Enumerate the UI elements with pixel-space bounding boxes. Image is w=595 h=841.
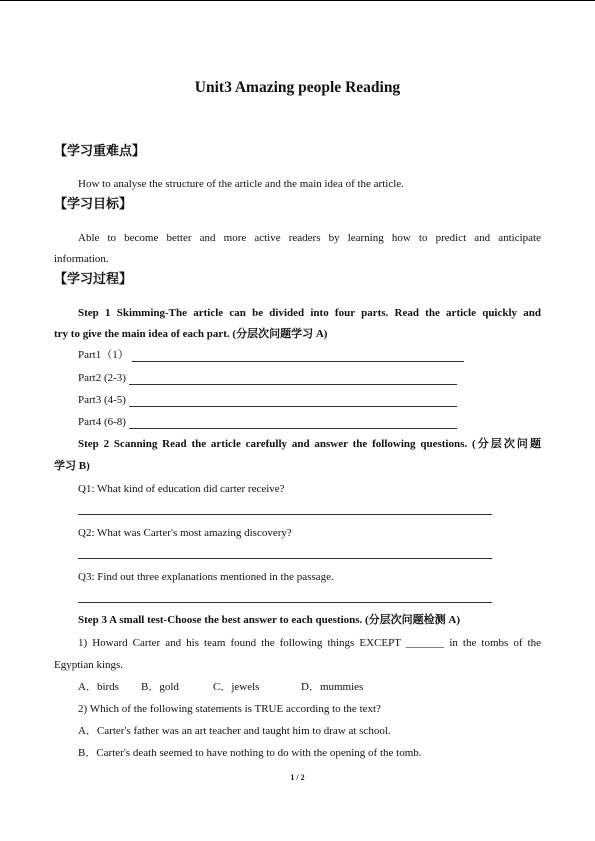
mc-question-2-option-a[interactable]: A．Carter's father was an art teacher and taught him to draw at school. — [78, 725, 391, 737]
part4-label: Part4 (6-8) — [78, 416, 126, 428]
mc-question-1-line2: Egyptian kings. — [54, 659, 124, 671]
part1-row — [78, 348, 464, 362]
document-title: Unit3 Amazing people Reading — [194, 79, 401, 96]
mc-question-1-line1: 1) Howard Carter and his team found the following things EXCEPT _______ in the tombs of the — [78, 637, 541, 649]
question-3: Q3: Find out three explanations mentioned in the passage. — [78, 571, 334, 583]
option-d[interactable]: D．mummies — [301, 681, 364, 693]
goals-text-line1: Able to become better and more active readers by learning how to predict and anticipate — [78, 232, 541, 244]
option-a[interactable]: A．birds — [78, 681, 119, 693]
step1-title-line1: Step 1 Skimming-The article can be divided into four parts. Read the article quickly and — [78, 307, 541, 319]
option-b[interactable]: B．gold — [141, 681, 179, 693]
part4-row — [78, 415, 457, 429]
question-2: Q2: What was Carter's most amazing discovery? — [78, 527, 292, 539]
question-1-answer-blank[interactable] — [78, 514, 492, 515]
part1-label: Part1（1） — [78, 349, 129, 361]
step2-title-line1: Step 2 Scanning Read the article carefully and answer the following questions. (分层次问题 — [78, 438, 541, 450]
part1-answer-blank[interactable] — [132, 351, 464, 362]
step3-title: Step 3 A small test-Choose the best answer to each questions. (分层次问题检测 A) — [78, 614, 461, 626]
part3-label: Part3 (4-5) — [78, 394, 126, 406]
header-rule — [0, 0, 595, 1]
page-number: 1 / 2 — [290, 773, 305, 782]
question-2-answer-blank[interactable] — [78, 558, 492, 559]
mc-question-2-option-b[interactable]: B．Carter's death seemed to have nothing to do with the opening of the tomb. — [78, 747, 422, 759]
part4-answer-blank[interactable] — [129, 418, 457, 429]
goals-heading: 【学习目标】 — [54, 197, 133, 212]
part3-answer-blank[interactable] — [129, 396, 457, 407]
goals-text-line2: information. — [54, 253, 109, 265]
part2-answer-blank[interactable] — [129, 374, 457, 385]
mc-question-2: 2) Which of the following statements is TRUE according to the text? — [78, 703, 381, 715]
mc-question-1-options — [78, 680, 363, 694]
key-points-heading: 【学习重难点】 — [54, 144, 146, 159]
process-heading: 【学习过程】 — [54, 272, 133, 287]
question-1: Q1: What kind of education did carter receive? — [78, 483, 285, 495]
step2-title-line2: 学习 B) — [54, 460, 90, 472]
part2-row — [78, 371, 457, 385]
question-3-answer-blank[interactable] — [78, 602, 492, 603]
part2-label: Part2 (2-3) — [78, 372, 126, 384]
option-c[interactable]: C．jewels — [213, 681, 260, 693]
key-points-text: How to analyse the structure of the article and the main idea of the article. — [78, 178, 404, 190]
step1-title-line2: try to give the main idea of each part. (分层次问题学习 A) — [54, 328, 328, 340]
part3-row — [78, 393, 457, 407]
